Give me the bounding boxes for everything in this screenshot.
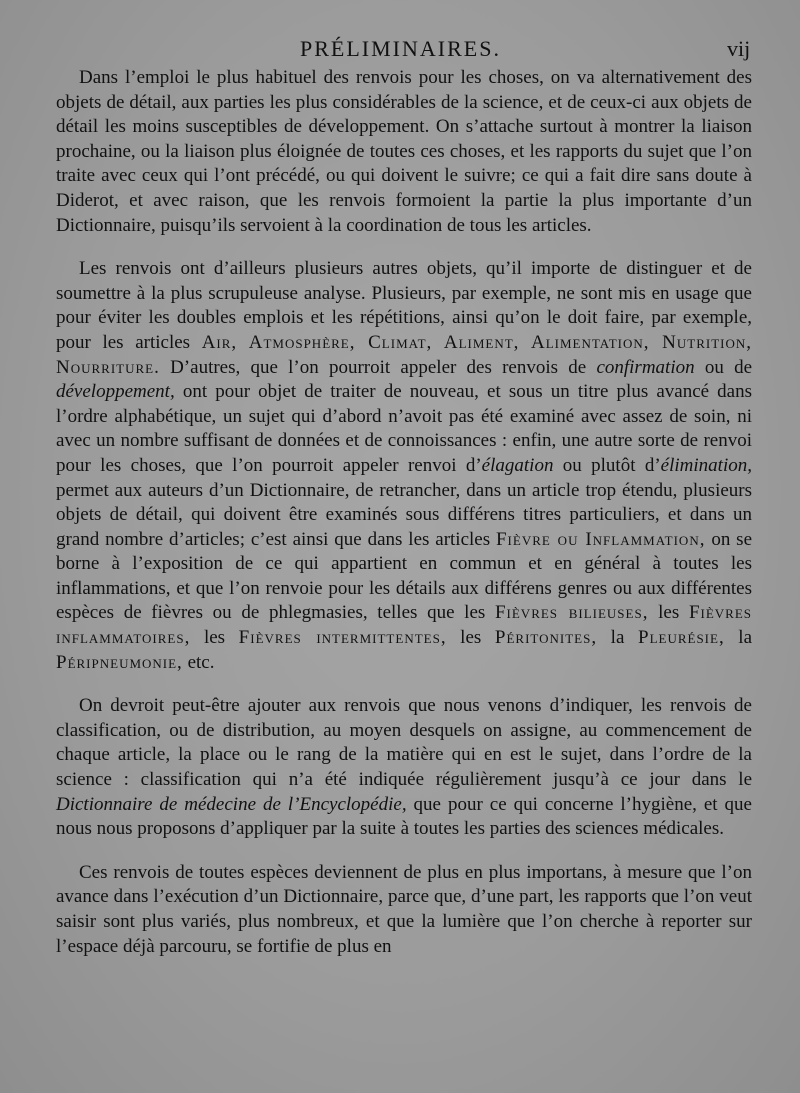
article-titles: Pleurésie, <box>638 627 725 649</box>
text-run: les <box>190 627 239 649</box>
running-head <box>0 30 800 64</box>
text-run: la <box>724 627 753 649</box>
text-run: ou de <box>694 356 752 378</box>
text-run: etc. <box>182 651 215 673</box>
paragraph-3 <box>56 694 752 842</box>
text-run: on se borne à l’exposition de ce qui appartient en commun et en général à toutes les inflammations, et que l’on renvoie pour les détails aux différens genres ou aux différentes espèces de fièvres ou de phlegmasies, telles que les <box>56 528 752 624</box>
text-run: permet aux auteurs d’un Dictionnaire, de retrancher, dans un article trop étendu, plusieurs objets de détail, qui doivent être examinés sous différens titres particuliers, et dans un grand nombre d’articles; c’est ainsi que dans les articles <box>56 479 752 550</box>
article-titles: Péritonites, <box>494 627 598 649</box>
text-run: la <box>597 627 638 649</box>
italic-term: élagation <box>481 454 554 476</box>
article-titles: Air, Atmosphère, Climat, Aliment, Alimentation, Nutrition, Nourriture. <box>56 331 752 378</box>
text-run: On devroit peut-être ajouter aux renvois que nous venons d’indiquer, les renvois de classification, ou de distribution, au moyen desquels on assigne, au commencement de chaque article, la place ou le rang de la matière qui en est le sujet, dans l’ordre de la science : classification qui n’a été indiquée régulièrement jusqu’à ce jour dans le <box>56 695 752 791</box>
italic-title: Dictionnaire de médecine de l’Encyclopédie, <box>56 793 407 815</box>
text-run: Les renvois ont d’ailleurs plusieurs autres objets, qu’il importe de distinguer et de soumettre à la plus scrupuleuse analyse. Plusieurs, par exemple, ne sont mis en usage que pour éviter les doubles emplois et les répétitions, ainsi qu’on le doit faire, par exemple, pour les articles <box>56 258 752 353</box>
italic-term: élimination, <box>660 454 752 476</box>
italic-term: développement, <box>56 381 175 403</box>
article-titles: Fièvres bilieuses, <box>494 602 649 624</box>
article-titles: Fièvres intermittentes, <box>238 627 447 649</box>
text-run: les <box>446 627 495 649</box>
text-run: ont pour objet de traiter de nouveau, et sous un titre plus avancé dans l’ordre alphabétique, un sujet qui d’abord n’avoit pas été examiné avec assez de soin, ni avec un nombre suffisant de données et de connoissances : enfin, une autre sorte de renvoi pour les choses, que l’on pourroit appeler renvoi d’ <box>56 381 752 476</box>
paragraph-4: Ces renvois de toutes espèces deviennent de plus en plus importans, à mesure que l’on avance dans l’exécution d’un Dictionnaire, parce que, d’une part, les rapports que l’on veut saisir sont plus variés, plus nombreux, et que la lumière que l’on cherche à reporter sur l’espace déjà parcouru, se fortifie de plus en <box>56 861 752 957</box>
text-run: que pour ce qui concerne l’hygiène, et que nous nous proposons d’appliquer par la suite à toutes les parties des sciences médicales. <box>56 793 752 840</box>
paragraph-2 <box>56 257 752 675</box>
text-run: les <box>648 602 689 624</box>
text-run: ou plutôt d’ <box>553 454 661 476</box>
running-head-title: PRÉLIMINAIRES. <box>300 36 501 61</box>
paragraph-1: Dans l’emploi le plus habituel des renvois pour les choses, on va alternativement des objets de détail, aux parties les plus considérables de la science, et de ceux-ci aux objets de détail les moins susceptibles de développement. On s’attache surtout à montrer la liaison prochaine, ou la liaison plus éloignée de toutes ces choses, et les rapports du sujet que l’on traite avec ceux qui l’ont précédé, ou qui doivent le suivre; ce qui a fait dire sans doute à Diderot, et avec raison, que les renvois formoient la partie la plus importante d’un Dictionnaire, puisqu’ils servoient à la coordination de tous les articles. <box>56 67 752 236</box>
article-titles: Fièvres inflammatoires, <box>56 602 753 649</box>
page-number: vij <box>727 36 751 61</box>
text-run: D’autres, que l’on pourroit appeler des renvois de <box>159 356 597 378</box>
italic-term: confirmation <box>596 356 695 378</box>
article-titles: Péripneumonie, <box>56 651 183 673</box>
body-text <box>56 66 752 978</box>
article-titles: Fièvre ou Inflammation, <box>495 528 706 550</box>
